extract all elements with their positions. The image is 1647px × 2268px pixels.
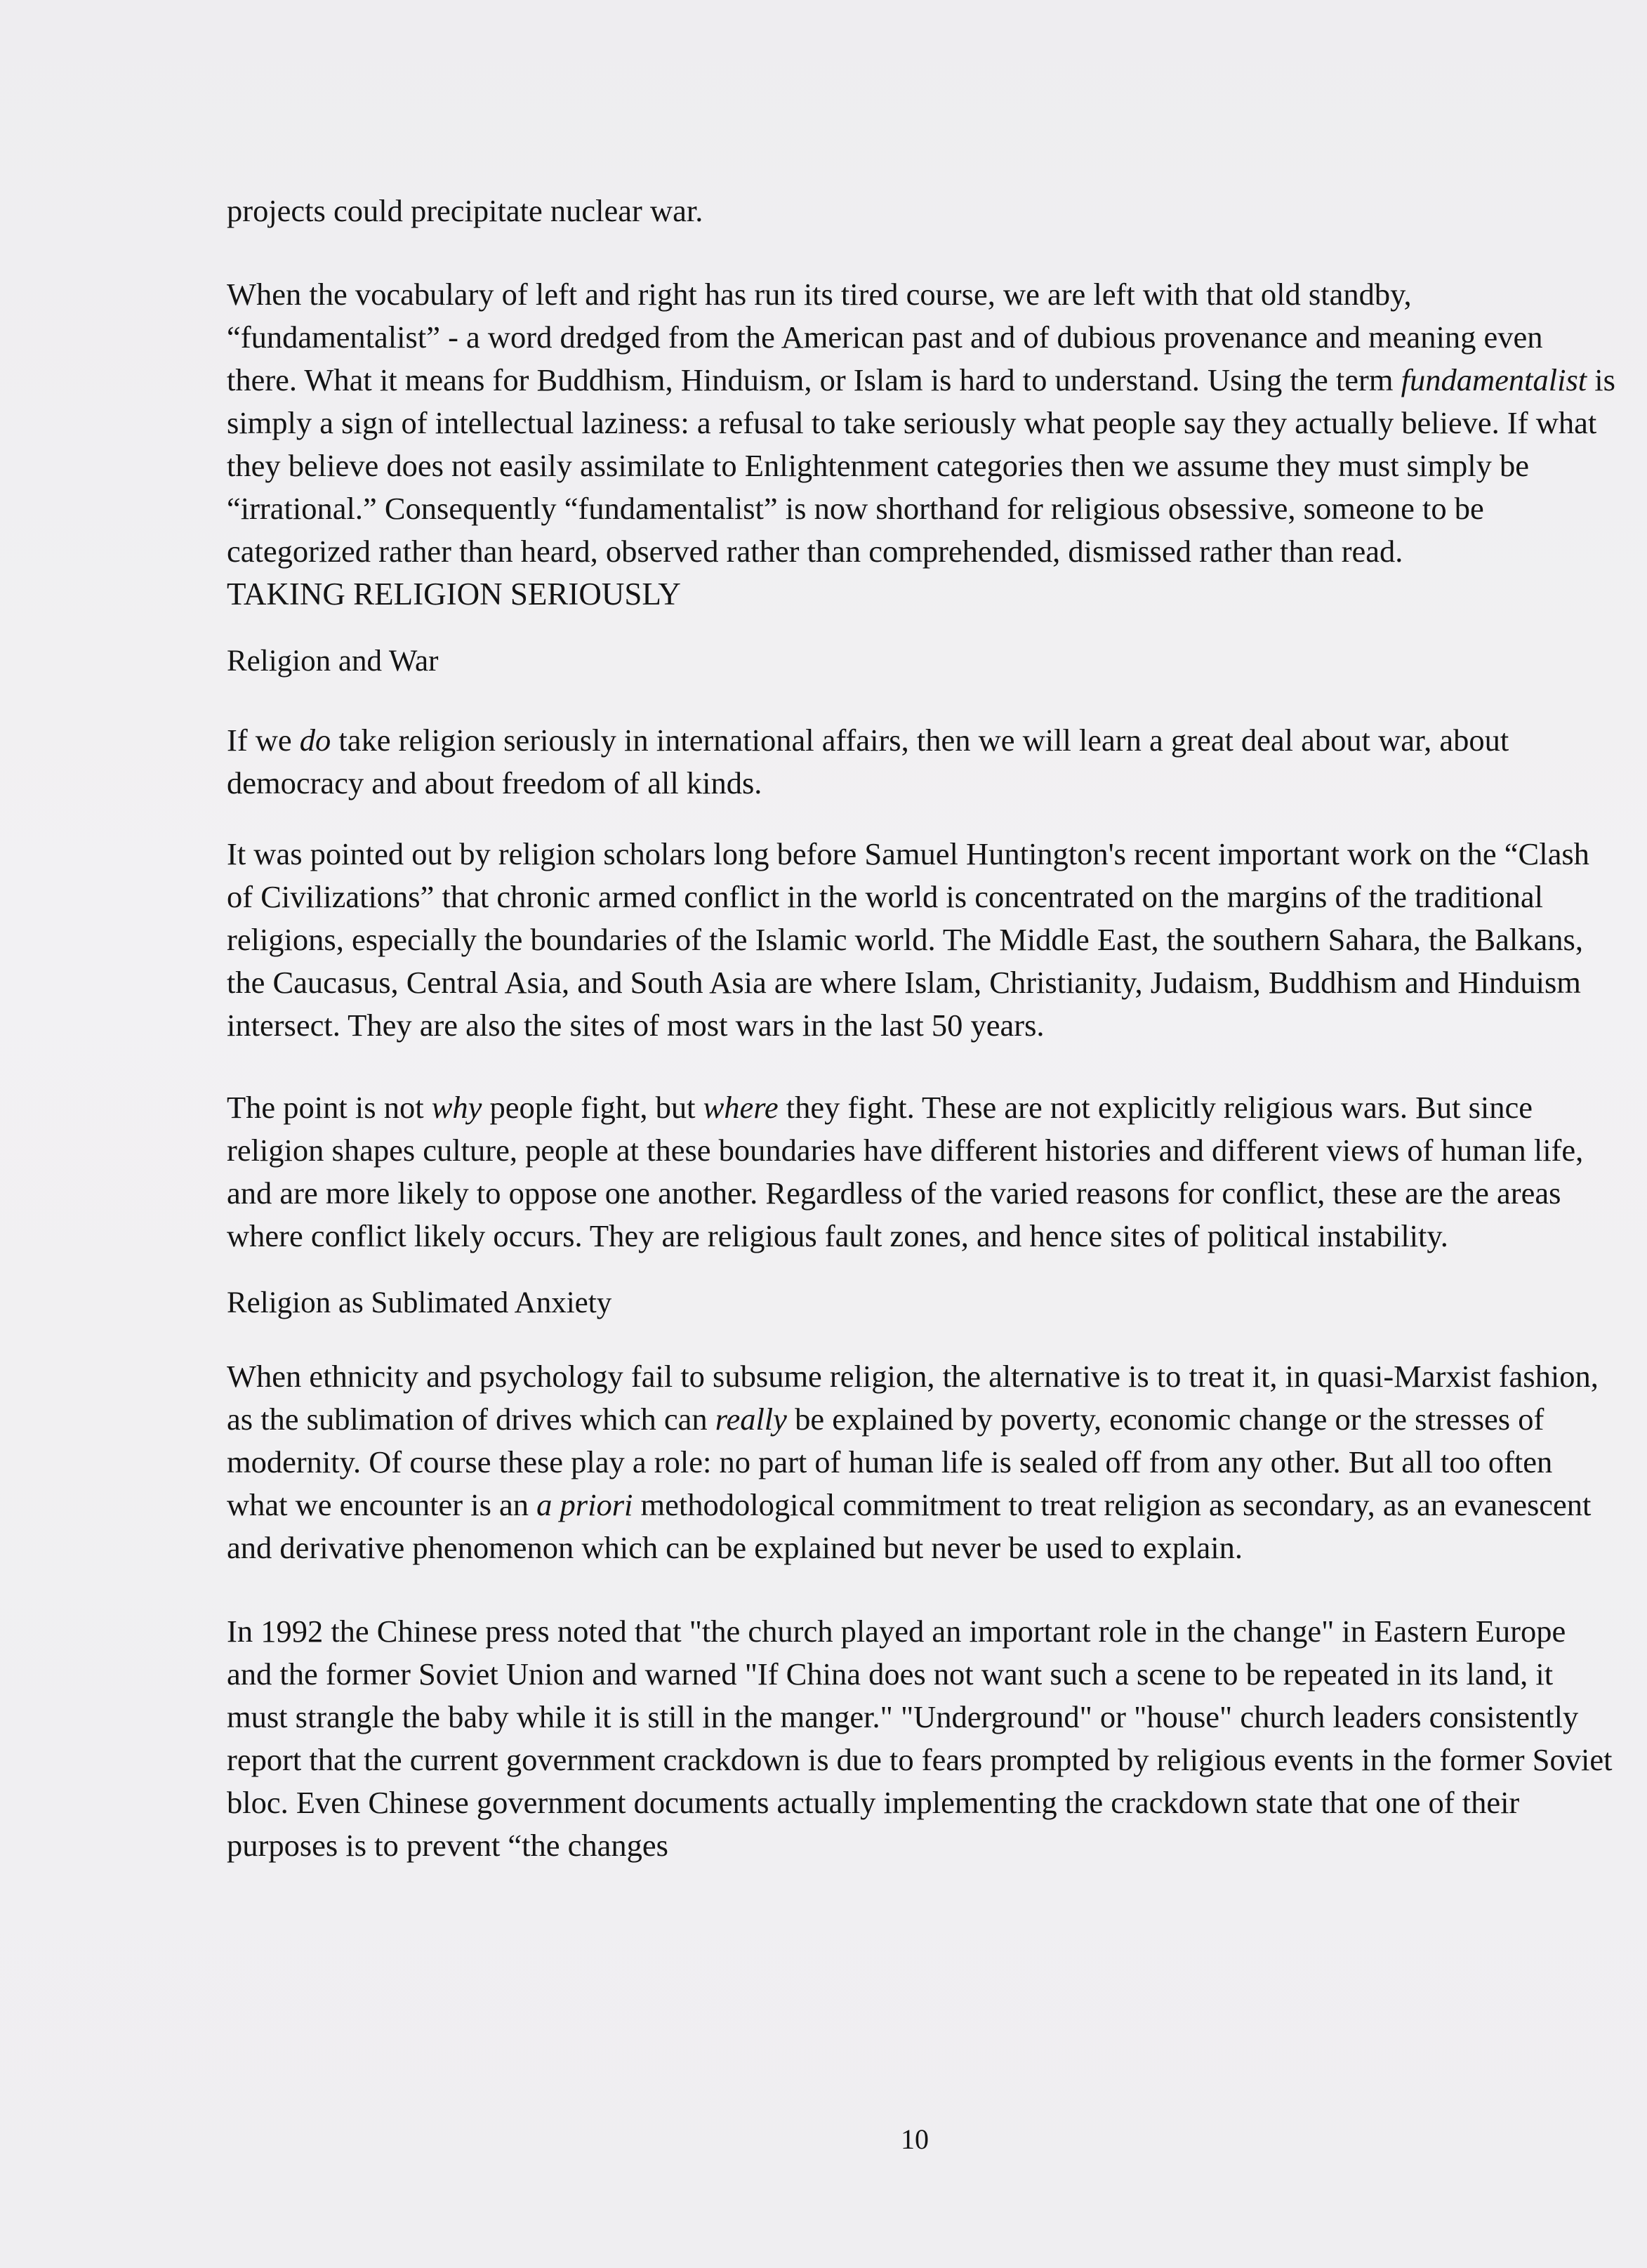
text-run: they fight. These are not explicitly religious wars. But since religion shapes culture, people at these boundaries have different histories and different views of human life, and are more likely to oppose one another. Regardless of the varied reasons for conflict, these are the areas where conflict likely occurs. They are religious fault zones, and hence sites of political instability. bbox=[227, 1090, 1584, 1253]
subheading-religion-and-war: Religion and War bbox=[227, 645, 439, 678]
paragraph-intro bbox=[227, 190, 1617, 232]
paragraph-take-religion-seriously bbox=[227, 719, 1617, 805]
paragraph-fundamentalist bbox=[227, 273, 1620, 573]
italic-text: where bbox=[703, 1090, 779, 1125]
page-number: 10 bbox=[901, 2123, 929, 2155]
subheading-sublimated-anxiety: Religion as Sublimated Anxiety bbox=[227, 1286, 612, 1319]
text-run: methodological commitment to treat religion as secondary, as an evanescent and derivative phenomenon which can be explained but never be used to explain. bbox=[227, 1487, 1592, 1565]
text-run: It was pointed out by religion scholars long before Samuel Huntington's recent important work on the “Clash of Civilizations” that chronic armed conflict in the world is concentrated on the margins of the traditional religions, especially the boundaries of the Islamic world. The Middle East, the southern Sahara, the Balkans, the Caucasus, Central Asia, and South Asia are where Islam, Christianity, Judaism, Buddhism and Hinduism intersect. They are also the sites of most wars in the last 50 years. bbox=[227, 836, 1589, 1043]
text-run: In 1992 the Chinese press noted that "the church played an important role in the change" in Eastern Europe and the former Soviet Union and warned "If China does not want such a scene to be repeated in its land, it must strangle the baby while it is still in the manger." "Underground" or "house" church leaders consistently report that the current government crackdown is due to fears prompted by religious events in the former Soviet bloc. Even Chinese government documents actually implementing the crackdown state that one of their purposes is to prevent “the changes bbox=[227, 1614, 1613, 1863]
text-run: is simply a sign of intellectual laziness: a refusal to take seriously what people say they actually believe. If what they believe does not easily assimilate to Enlightenment categories then we assume they must simply be “irrational.” Consequently “fundamentalist” is now shorthand for religious obsessive, someone to be categorized rather than heard, observed rather than comprehended, dismissed rather than read. bbox=[227, 362, 1615, 569]
italic-text: really bbox=[715, 1402, 787, 1437]
italic-text: a priori bbox=[536, 1487, 633, 1522]
section-heading: TAKING RELIGION SERIOUSLY bbox=[227, 576, 681, 612]
text-run: When ethnicity and psychology fail to subsume religion, the alternative is to treat it, in quasi-Marxist fashion, as the sublimation of drives which can bbox=[227, 1359, 1599, 1437]
paragraph-clash-of-civilizations bbox=[227, 833, 1617, 1047]
text-run: projects could precipitate nuclear war. bbox=[227, 193, 703, 228]
italic-text: why bbox=[431, 1090, 482, 1125]
paragraph-where-they-fight bbox=[227, 1086, 1617, 1258]
text-run: take religion seriously in international affairs, then we will learn a great deal about war, about democracy and about freedom of all kinds. bbox=[227, 723, 1509, 800]
italic-text: do bbox=[299, 723, 331, 758]
text-run: The point is not bbox=[227, 1090, 432, 1125]
text-run: people fight, but bbox=[482, 1090, 703, 1125]
paragraph-ethnicity-psychology bbox=[227, 1355, 1617, 1569]
italic-text: fundamentalist bbox=[1401, 362, 1587, 397]
document-body bbox=[227, 190, 1617, 1867]
text-run: If we bbox=[227, 723, 300, 758]
text-run: be explained by poverty, economic change or the stresses of modernity. Of course these play a role: no part of human life is sealed off from any other. But all too often what we encounter is an bbox=[227, 1402, 1553, 1522]
text-run: When the vocabulary of left and right has run its tired course, we are left with that old standby, “fundamentalist” - a word dredged from the American past and of dubious provenance and meaning even there. What it means for Buddhism, Hinduism, or Islam is hard to understand. Using the term bbox=[227, 277, 1543, 397]
paragraph-chinese-press bbox=[227, 1610, 1617, 1867]
